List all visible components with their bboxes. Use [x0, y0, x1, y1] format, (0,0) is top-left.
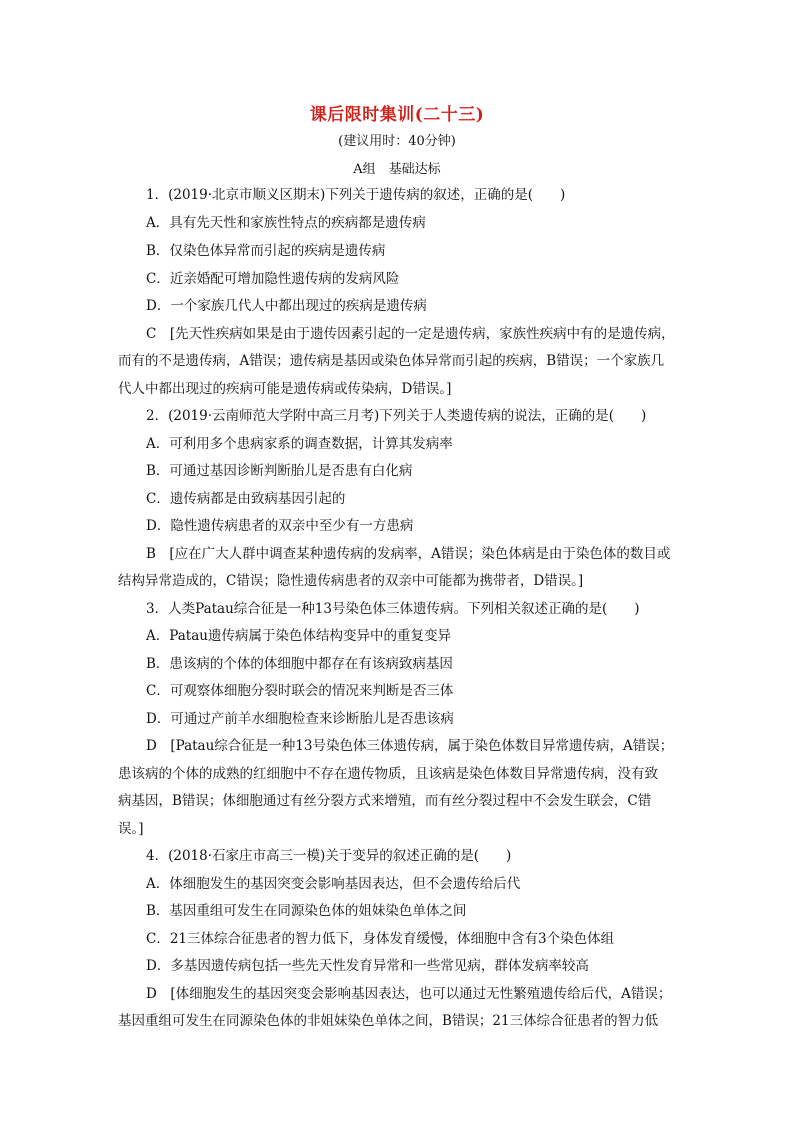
q3-answer: D [Patau综合征是一种13号染色体三体遗传病，属于染色体数目异常遗传病，A错误；: [146, 738, 674, 754]
q2-option-b: B．可通过基因诊断判断胎儿是否患有白化病: [146, 463, 413, 479]
page-title: 课后限时集训(二十三): [309, 105, 485, 125]
q2-option-c: C．遗传病都是由致病基因引起的: [146, 491, 346, 507]
q3-answer-line: 病基因，B错误；体细胞通过有丝分裂方式来增殖，而有丝分裂过程中不会发生联会，C错: [118, 793, 652, 809]
q4-answer: D [体细胞发生的基因突变会影响基因表达，也可以通过无性繁殖遗传给后代，A错误；: [146, 986, 672, 1002]
q2-option-d: D．隐性遗传病患者的双亲中至少有一方患病: [146, 518, 414, 534]
q4-option-c: C．21三体综合征患者的智力低下，身体发育缓慢，体细胞中含有3个染色体组: [146, 931, 615, 947]
q3-option-b: B．患该病的个体的体细胞中都存在有该病致病基因: [146, 656, 453, 672]
q4-option-a: A．体细胞发生的基因突变会影响基因表达，但不会遗传给后代: [146, 876, 521, 892]
q3-option-c: C．可观察体细胞分裂时联会的情况来判断是否三体: [146, 683, 454, 699]
q3-answer-line: 患该病的个体的成熟的红细胞中不存在遗传物质，且该病是染色体数目异常遗传病，没有致: [118, 766, 658, 782]
q3-option-a: A．Patau遗传病属于染色体结构变异中的重复变异: [146, 628, 451, 644]
q2-option-a: A．可利用多个患病家系的调查数据，计算其发病率: [146, 436, 453, 452]
q3-answer-line: 误。]: [118, 821, 144, 837]
q1-option-c: C．近亲婚配可增加隐性遗传病的发病风险: [146, 271, 400, 287]
q1-answer-line: 而有的不是遗传病，A错误；遗传病是基因或染色体异常而引起的疾病，B错误；一个家族几: [118, 353, 665, 369]
q2-answer-line: 结构异常造成的，C错误；隐性遗传病患者的双亲中可能都为携带者，D错误。]: [118, 573, 584, 589]
section-heading: A组 基础达标: [353, 162, 441, 177]
q1-option-b: B．仅染色体异常而引起的疾病是遗传病: [146, 243, 386, 259]
q4-answer-line: 基因重组可发生在同源染色体的非姐妹染色单体之间，B错误；21三体综合征患者的智力低: [118, 1013, 659, 1029]
q4-option-b: B．基因重组可发生在同源染色体的姐妹染色单体之间: [146, 903, 467, 919]
suggested-time: (建议用时：40分钟): [338, 134, 456, 149]
q1-option-a: A．具有先天性和家族性特点的疾病都是遗传病: [146, 215, 426, 231]
question-3: 3．人类Patau综合征是一种13号染色体三体遗传病。下列相关叙述正确的是( ): [146, 601, 640, 617]
q4-option-d: D．多基因遗传病包括一些先天性发育异常和一些常见病，群体发病率较高: [146, 958, 589, 974]
q3-option-d: D．可通过产前羊水细胞检查来诊断胎儿是否患该病: [146, 711, 454, 727]
q1-answer-line: 代人中都出现过的疾病可能是遗传病或传染病，D错误。]: [118, 381, 452, 397]
question-1: 1．(2019·北京市顺义区期末)下列关于遗传病的叙述，正确的是( ): [146, 187, 566, 203]
q1-option-d: D．一个家族几代人中都出现过的疾病是遗传病: [146, 298, 427, 314]
question-2: 2．(2019·云南师范大学附中高三月考)下列关于人类遗传病的说法，正确的是( ): [146, 408, 647, 424]
q2-answer: B [应在广大人群中调查某种遗传病的发病率，A错误；染色体病是由于染色体的数目或: [146, 546, 671, 562]
q1-answer: C [先天性疾病如果是由于遗传因素引起的一定是遗传病，家族性疾病中有的是遗传病，: [146, 326, 675, 342]
question-4: 4．(2018·石家庄市高三一模)关于变异的叙述正确的是( ): [146, 848, 512, 864]
